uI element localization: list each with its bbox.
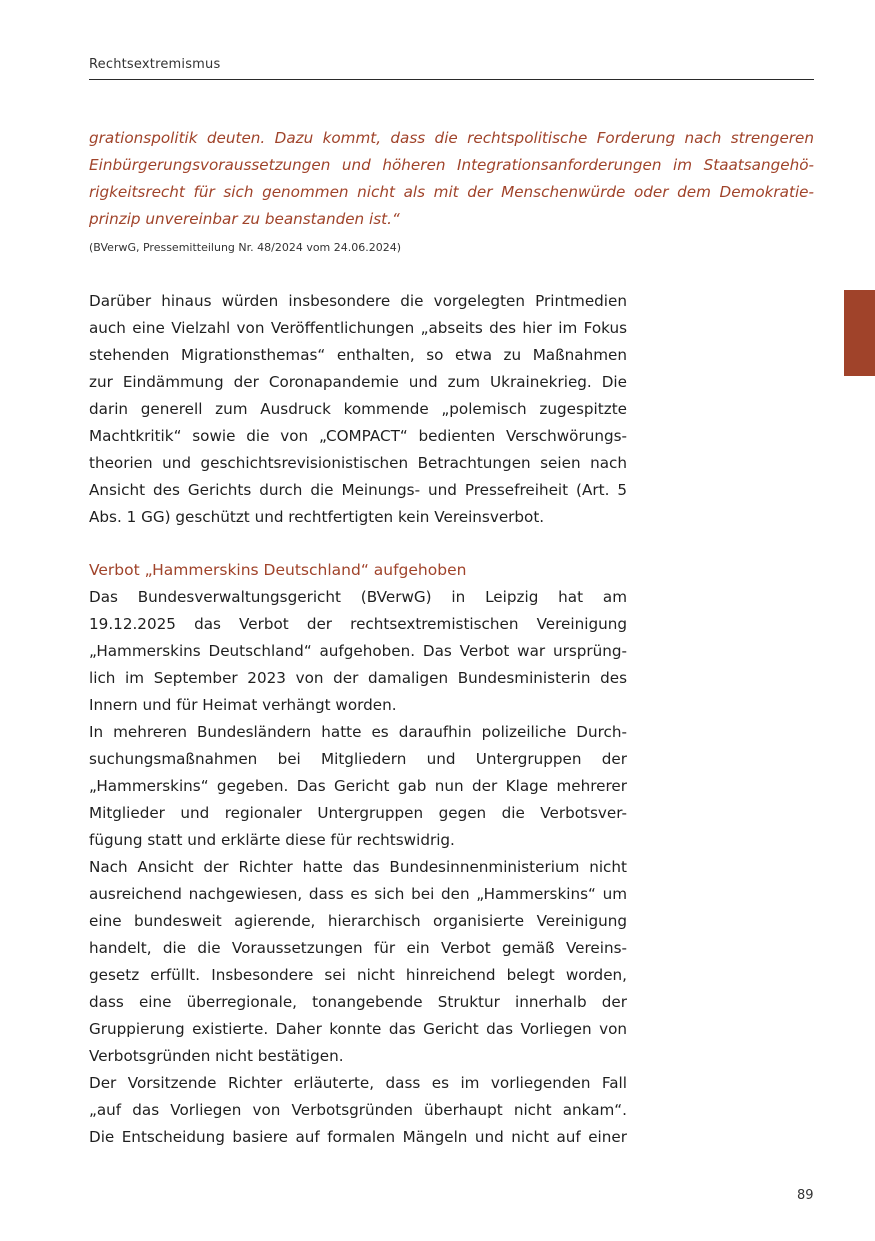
text-line: suchungsmaßnahmen bei Mitgliedern und Untergruppen der: [89, 750, 627, 768]
quote-line: Einbürgerungsvoraussetzungen und höheren Integrationsanforderungen im Staatsangehö-: [89, 156, 814, 174]
text-line: Der Vorsitzende Richter erläuterte, dass es im vorliegenden Fall: [89, 1074, 627, 1092]
paragraph-1: [89, 288, 627, 531]
text-line: Innern und für Heimat verhängt worden.: [89, 696, 397, 714]
text-line: auch eine Vielzahl von Veröffentlichungen „abseits des hier im Fokus: [89, 319, 627, 337]
text-line: gesetz erfüllt. Insbesondere sei nicht hinreichend belegt worden,: [89, 966, 627, 984]
text-line: dass eine überregionale, tonangebende Struktur innerhalb der: [89, 993, 627, 1011]
text-line: stehenden Migrationsthemas“ enthalten, so etwa zu Maßnahmen: [89, 346, 627, 364]
text-line: Nach Ansicht der Richter hatte das Bundesinnenministerium nicht: [89, 858, 627, 876]
section-heading: Verbot „Hammerskins Deutschland“ aufgehoben: [89, 561, 467, 579]
quote-line: grationspolitik deuten. Dazu kommt, dass die rechtspolitische Forderung nach strengeren: [89, 129, 814, 147]
text-line: darin generell zum Ausdruck kommende „polemisch zugespitzte: [89, 400, 627, 418]
text-line: Das Bundesverwaltungsgericht (BVerwG) in Leipzig hat am: [89, 588, 627, 606]
header-rule: [89, 79, 814, 80]
text-line: Verbotsgründen nicht bestätigen.: [89, 1047, 344, 1065]
text-line: Abs. 1 GG) geschützt und rechtfertigten kein Vereinsverbot.: [89, 508, 545, 526]
text-line: Darüber hinaus würden insbesondere die vorgelegten Printmedien: [89, 292, 627, 310]
chapter-tab-marker: [844, 290, 875, 376]
text-line: 19.12.2025 das Verbot der rechtsextremistischen Vereinigung: [89, 615, 627, 633]
text-line: eine bundesweit agierende, hierarchisch organisierte Vereinigung: [89, 912, 627, 930]
text-line: handelt, die die Voraussetzungen für ein Verbot gemäß Vereins-: [89, 939, 627, 957]
text-line: theorien und geschichtsrevisionistischen Betrachtungen seien nach: [89, 454, 627, 472]
page-number: 89: [797, 1188, 814, 1203]
text-line: fügung statt und erklärte diese für rechtswidrig.: [89, 831, 455, 849]
running-header: Rechtsextremismus: [89, 57, 221, 72]
quote-block: [89, 125, 814, 233]
text-line: lich im September 2023 von der damaligen Bundesministerin des: [89, 669, 627, 687]
text-line: Gruppierung existierte. Daher konnte das Gericht das Vorliegen von: [89, 1020, 627, 1038]
text-line: „Hammerskins Deutschland“ aufgehoben. Das Verbot war ursprüng-: [89, 642, 627, 660]
quote-line: rigkeitsrecht für sich genommen nicht als mit der Menschenwürde oder dem Demokratie-: [89, 183, 814, 201]
section-body: [89, 584, 627, 1151]
quote-line: prinzip unvereinbar zu beanstanden ist.“: [89, 210, 400, 228]
text-line: zur Eindämmung der Coronapandemie und zum Ukrainekrieg. Die: [89, 373, 627, 391]
text-line: Die Entscheidung basiere auf formalen Mängeln und nicht auf einer: [89, 1128, 627, 1146]
text-line: ausreichend nachgewiesen, dass es sich bei den „Hammerskins“ um: [89, 885, 627, 903]
text-line: „auf das Vorliegen von Verbotsgründen überhaupt nicht ankam“.: [89, 1101, 627, 1119]
text-line: Mitglieder und regionaler Untergruppen gegen die Verbotsver-: [89, 804, 627, 822]
text-line: In mehreren Bundesländern hatte es daraufhin polizeiliche Durch-: [89, 723, 627, 741]
text-line: Machtkritik“ sowie die von „COMPACT“ bedienten Verschwörungs-: [89, 427, 627, 445]
quote-citation: (BVerwG, Pressemitteilung Nr. 48/2024 vom 24.06.2024): [89, 241, 402, 254]
text-line: „Hammerskins“ gegeben. Das Gericht gab nun der Klage mehrerer: [89, 777, 627, 795]
text-line: Ansicht des Gerichts durch die Meinungs- und Pressefreiheit (Art. 5: [89, 481, 627, 499]
